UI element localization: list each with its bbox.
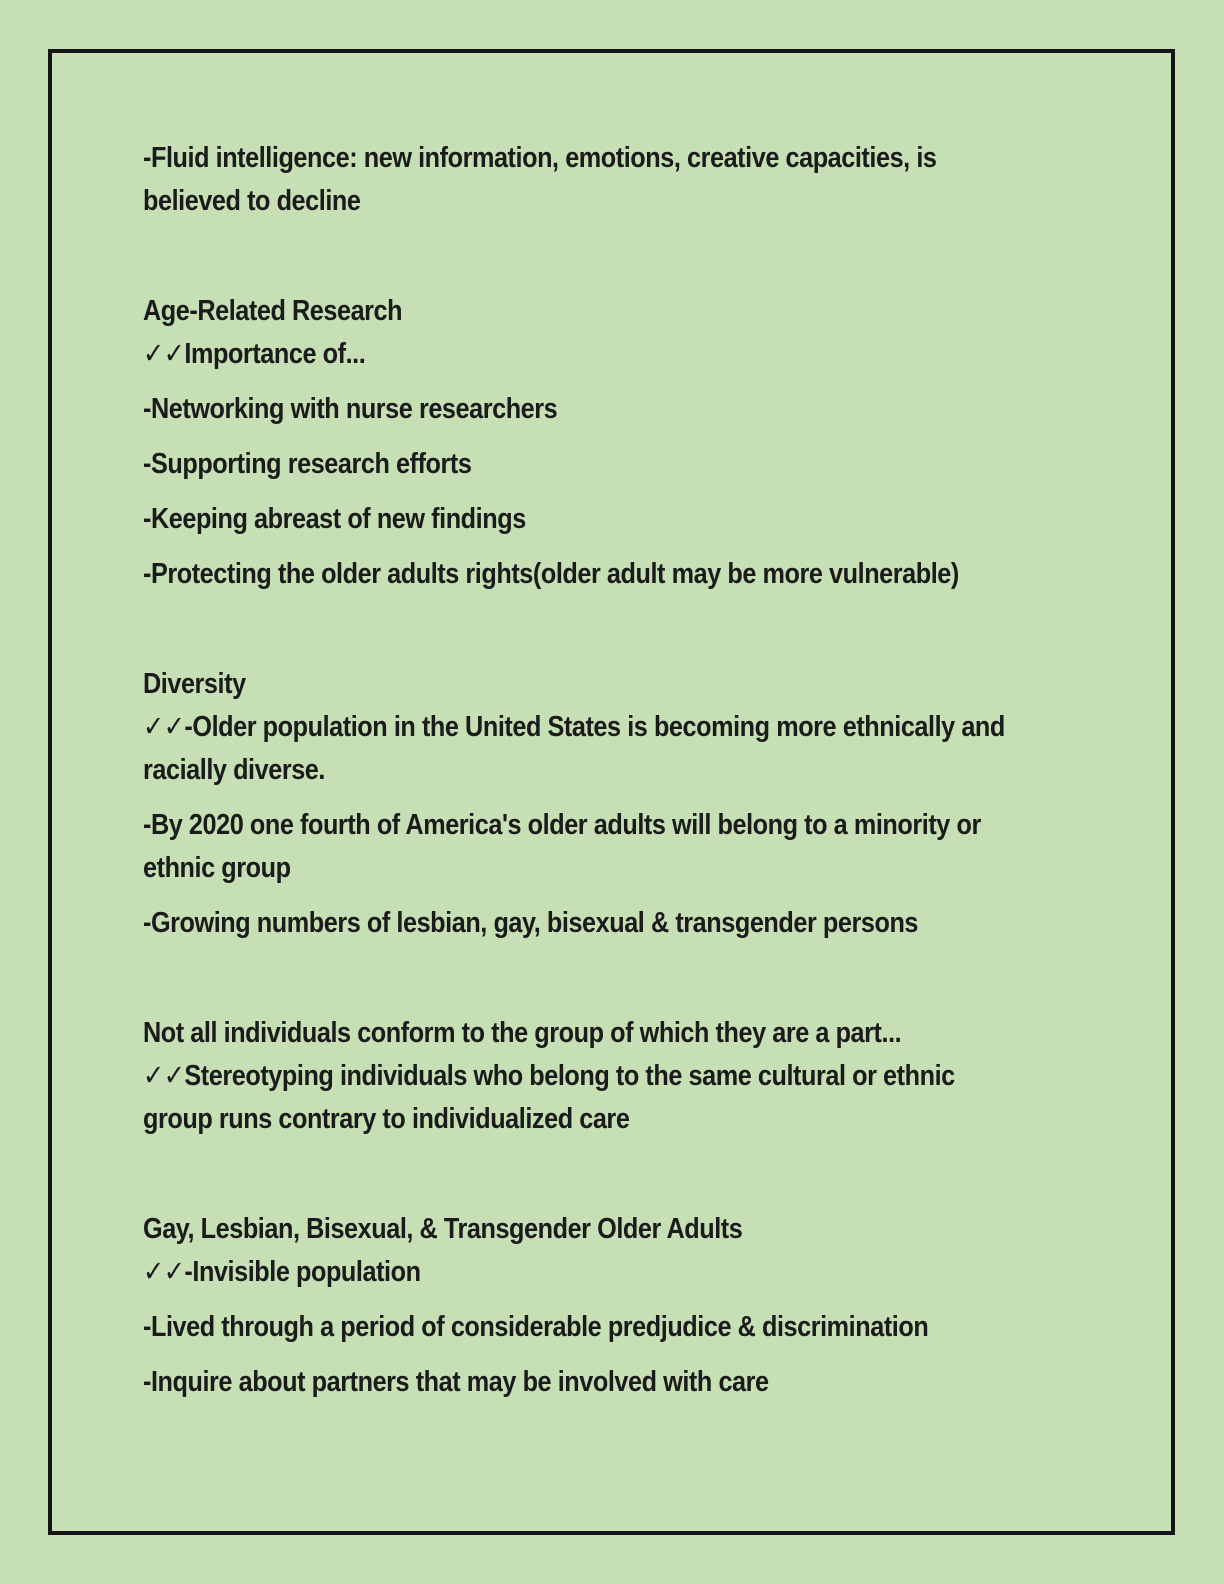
- text-line: Diversity: [143, 668, 246, 700]
- text-line: -By 2020 one fourth of America's older adults will belong to a minority or: [143, 809, 981, 841]
- paragraph: [143, 1361, 1131, 1404]
- text-line: Gay, Lesbian, Bisexual, & Transgender Older Adults: [143, 1213, 743, 1245]
- text-line: -Supporting research efforts: [143, 448, 472, 480]
- paragraph: [143, 553, 1131, 596]
- section-age-related-research: [143, 290, 1131, 608]
- text-line: Not all individuals conform to the group of which they are a part...: [143, 1017, 902, 1049]
- text-line: -Lived through a period of considerable predjudice & discrimination: [143, 1311, 929, 1343]
- section-stereotyping: [143, 1012, 1131, 1153]
- page-border-frame: [48, 49, 1175, 1535]
- paragraph: [143, 290, 1131, 376]
- text-line: ethnic group: [143, 852, 291, 884]
- text-line: ✓✓-Older population in the United States is becoming more ethnically and: [143, 711, 1005, 743]
- text-line: -Networking with nurse researchers: [143, 393, 558, 425]
- text-line: -Growing numbers of lesbian, gay, bisexual & transgender persons: [143, 907, 919, 939]
- paragraph: [143, 1012, 1131, 1141]
- section-diversity: [143, 663, 1131, 957]
- text-line: ✓✓Stereotyping individuals who belong to the same cultural or ethnic: [143, 1060, 955, 1092]
- paragraph: [143, 663, 1131, 792]
- paragraph: [143, 498, 1131, 541]
- text-line: Age-Related Research: [143, 295, 403, 327]
- document-body: [52, 53, 1171, 1416]
- paragraph: [143, 443, 1131, 486]
- paragraph: [143, 804, 1131, 890]
- text-line: group runs contrary to individualized care: [143, 1103, 630, 1135]
- text-line: -Inquire about partners that may be involved with care: [143, 1366, 769, 1398]
- text-line: believed to decline: [143, 185, 361, 217]
- text-line: -Fluid intelligence: new information, emotions, creative capacities, is: [143, 142, 937, 174]
- section-fluid-intelligence: [143, 137, 1131, 235]
- section-glbt-older-adults: [143, 1208, 1131, 1416]
- text-line: -Keeping abreast of new findings: [143, 503, 526, 535]
- paragraph: [143, 902, 1131, 945]
- paragraph: [143, 1208, 1131, 1294]
- paragraph: [143, 137, 1131, 223]
- text-line: -Protecting the older adults rights(older adult may be more vulnerable): [143, 558, 959, 590]
- text-line: racially diverse.: [143, 754, 325, 786]
- paragraph: [143, 1306, 1131, 1349]
- paragraph: [143, 388, 1131, 431]
- text-line: ✓✓-Invisible population: [143, 1256, 421, 1288]
- text-line: ✓✓Importance of...: [143, 338, 366, 370]
